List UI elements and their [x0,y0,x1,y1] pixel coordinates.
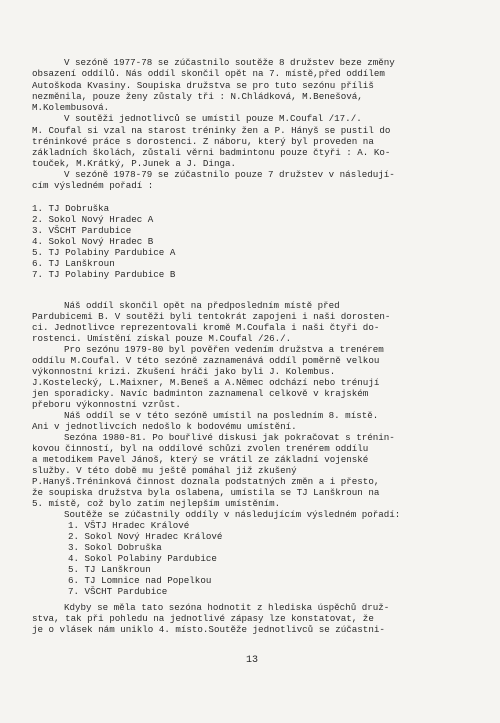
text-line: V sezóně 1978-79 se zúčastnilo pouze 7 družstev v následují- [64,169,395,180]
text-line: J.Kostelecký, L.Maixner, M.Beneš a A.Němec odchází nebo trénují [32,377,380,388]
text-line: Pro sezónu 1979-80 byl pověřen vedením družstva a trenérem [64,344,384,355]
text-line: V sezóně 1977-78 se zúčastnilo soutěže 8 družstev beze změny [64,57,395,68]
text-line: Náš oddíl se v této sezóně umístil na posledním 8. místě. [64,410,379,421]
list-item: 5. TJ Lanškroun [68,564,151,575]
text-line: Náš oddíl skončil opět na předposledním místě před [64,300,340,311]
list-item: 1. TJ Dobruška [32,203,110,214]
list-item: 5. TJ Polabiny Pardubice A [32,247,176,258]
list-item: 7. TJ Polabiny Pardubice B [32,269,176,280]
text-line: Pardubicemi B. V soutěži byli tentokrát zapojeni i naši dorosten- [32,311,391,322]
text-line: služby. V této době mu ještě pomáhal již zkušený [32,465,297,476]
text-line: tréninkové práce s dorostenci. Z náboru, který byl proveden na [32,136,374,147]
text-line: oddílu M.Coufal. V této sezóně zaznamenává oddíl poměrně velkou [32,355,380,366]
text-line: rostenci. Umístění získal pouze M.Coufal /26./. [32,333,292,344]
text-line: Autoškoda Kvasiny. Soupiska družstva se pro tuto sezónu příliš [32,80,374,91]
text-line: M.Kolembusová. [32,102,110,113]
text-line: cím výsledném pořadí : [32,180,154,191]
text-line: kovou činností, byl na oddílové schůzi zvolen trenérem oddílu [32,443,369,454]
list-item: 3. VŠCHT Pardubice [32,225,132,236]
text-line: že soupiska družstva byla oslabena, umístila se TJ Lanškroun na [32,487,380,498]
text-line: stva, tak při pohledu na jednotlivé zápasy lze konstatovat, že [32,613,374,624]
list-item: 6. TJ Lomnice nad Popelkou [68,575,212,586]
text-line: jen sporadicky. Navíc badminton zaznamenal celkově v krajském [32,388,369,399]
text-line: Ani v jednotlivcích nedošlo k bodovému umístění. [32,421,297,432]
text-line: přeboru výkonnostní vzrůst. [32,399,181,410]
text-line: základních školách, zůstali věrni badmintonu pouze čtyři : A. Ko- [32,147,391,158]
list-item: 1. VŠTJ Hradec Králové [68,520,190,531]
text-line: obsazení oddílů. Nás oddíl skončil opět na 7. místě,před oddílem [32,68,385,79]
list-item: 7. VŠCHT Pardubice [68,586,168,597]
text-line: a metodikem Pavel Jánoš, který se vrátil ze základní vojenské [32,454,369,465]
text-line: Soutěže se zúčastnily oddíly v následujícím výsledném pořadí: [64,509,401,520]
text-line: P.Hanyš.Tréninková činnost doznala podstatných změn a i přesto, [32,476,380,487]
text-line: je o vlásek nám uniklo 4. místo.Soutěže jednotlivců se zúčastni- [32,624,385,635]
text-line: Sezóna 1980-81. Po bouřlivé diskusi jak pokračovat s trénin- [64,432,395,443]
text-line: Kdyby se měla tato sezóna hodnotit z hlediska úspěchů druž- [64,602,390,613]
list-item: 2. Sokol Nový Hradec A [32,214,154,225]
text-line: výkonnostní krizi. Zkušení hráči jako byli J. Kolembus. [32,366,336,377]
list-item: 3. Sokol Dobruška [68,542,162,553]
text-line: touček, M.Krátký, P.Junek a J. Dinga. [32,158,236,169]
list-item: 6. TJ Lanškroun [32,258,115,269]
text-line: V soutěži jednotlivců se umístil pouze M.Coufal /17./. [64,113,362,124]
text-line: M. Coufal si vzal na starost tréninky žen a P. Hányš se pustil do [32,125,391,136]
list-item: 4. Sokol Polabiny Pardubice [68,553,217,564]
text-line: 5. místě, což bylo zatím nejlepším umístěním. [32,498,281,509]
list-item: 4. Sokol Nový Hradec B [32,236,154,247]
list-item: 2. Sokol Nový Hradec Králové [68,531,223,542]
text-line: ci. Jednotlivce reprezentovali kromě M.Coufala i naši čtyři do- [32,322,380,333]
page-number: 13 [246,655,259,666]
text-line: nezměnila, pouze ženy zůstaly tři : N.Chládková, M.Benešová, [32,91,363,102]
